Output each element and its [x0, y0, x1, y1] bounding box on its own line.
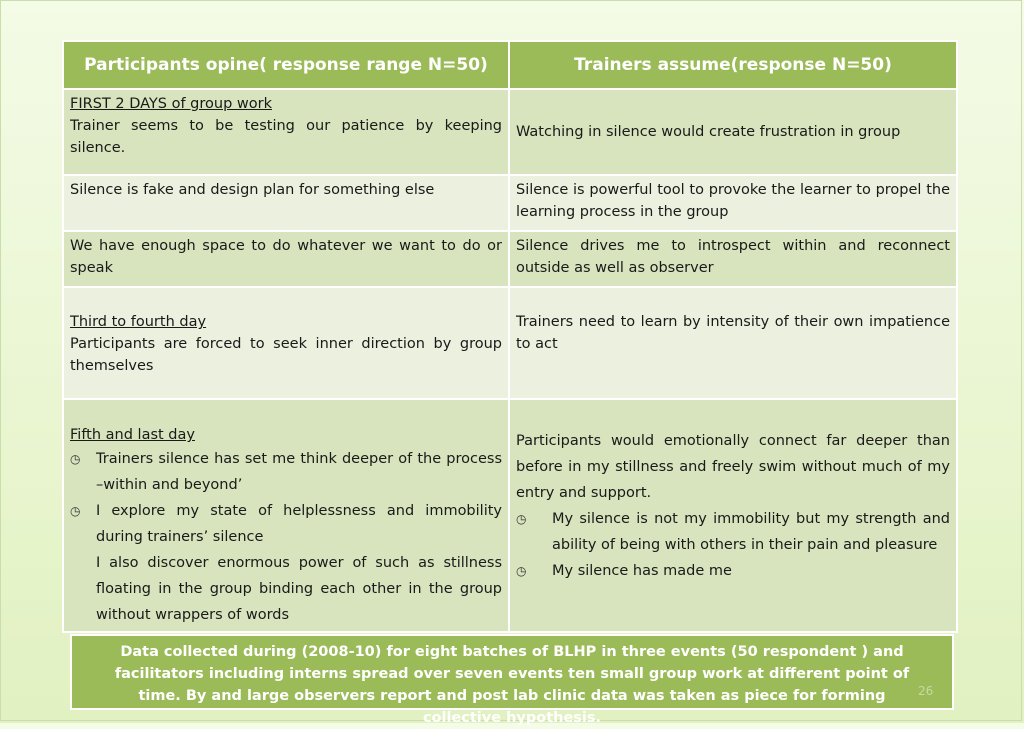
row3-participants-text: We have enough space to do whatever we want to do or speak [70, 238, 502, 276]
header-participants: Participants opine( response range N=50) [63, 41, 509, 89]
clock-icon: ◷ [70, 452, 81, 466]
clock-icon: ◷ [70, 504, 81, 518]
row2-trainers-cell [509, 175, 957, 231]
row4-trainers-cell [509, 287, 957, 399]
row4-participants-cell [63, 287, 509, 399]
row5-participants-cell [63, 399, 509, 632]
row5-heading: Fifth and last day [70, 427, 195, 443]
row1-heading: FIRST 2 DAYS of group work [70, 96, 272, 112]
row4-trainers-text: Trainers need to learn by intensity of their own impatience to act [516, 314, 950, 352]
page-number: 26 [918, 684, 934, 698]
row3-trainers-cell [509, 231, 957, 287]
row5-trainers-bullets [516, 506, 950, 584]
row1-trainers-cell [509, 89, 957, 175]
row2-participants-text: Silence is fake and design plan for something else [70, 182, 435, 198]
row2-participants-cell [63, 175, 509, 231]
list-item: ◷ Trainers silence has set me think deeper of the process –within and beyond’ [70, 446, 502, 498]
row5-participants-bullets [70, 446, 502, 550]
header-row [63, 41, 957, 89]
row1-participants-text: Trainer seems to be testing our patience by keeping silence. [70, 118, 502, 156]
table-row [63, 175, 957, 231]
row1-trainers-text: Watching in silence would create frustration in group [516, 124, 901, 140]
comparison-table [62, 40, 958, 633]
table-row [63, 399, 957, 632]
row1-participants-cell [63, 89, 509, 175]
row5-participants-continuation: I also discover enormous power of such as stillness floating in the group binding each other in the group without wrappers of words [96, 555, 502, 623]
clock-icon: ◷ [516, 564, 527, 578]
row4-participants-text: Participants are forced to seek inner direction by group themselves [70, 336, 502, 374]
list-item: ◷ My silence is not my immobility but my strength and ability of being with others in their pain and pleasure [516, 506, 950, 558]
row4-heading: Third to fourth day [70, 314, 207, 330]
row3-trainers-text: Silence drives me to introspect within and reconnect outside as well as observer [516, 238, 950, 276]
clock-icon: ◷ [516, 512, 527, 526]
table-row [63, 287, 957, 399]
table-row [63, 89, 957, 175]
row5-trainers-cell [509, 399, 957, 632]
list-item: ◷ I explore my state of helplessness and immobility during trainers’ silence [70, 498, 502, 550]
header-trainers: Trainers assume(response N=50) [509, 41, 957, 89]
data-source-note: Data collected during (2008-10) for eight batches of BLHP in three events (50 respondent ) and facilitators including interns spread over seven events ten small group work at different point of time. By and large observers report and post lab clinic data was taken as piece for forming collective hypothesis. [70, 634, 954, 710]
row2-trainers-text: Silence is powerful tool to provoke the learner to propel the learning process in the group [516, 182, 950, 220]
row5-trainers-text: Participants would emotionally connect far deeper than before in my stillness and freely swim without much of my entry and support. [516, 433, 950, 501]
table-row [63, 231, 957, 287]
row3-participants-cell [63, 231, 509, 287]
list-item: ◷ My silence has made me [516, 558, 950, 584]
